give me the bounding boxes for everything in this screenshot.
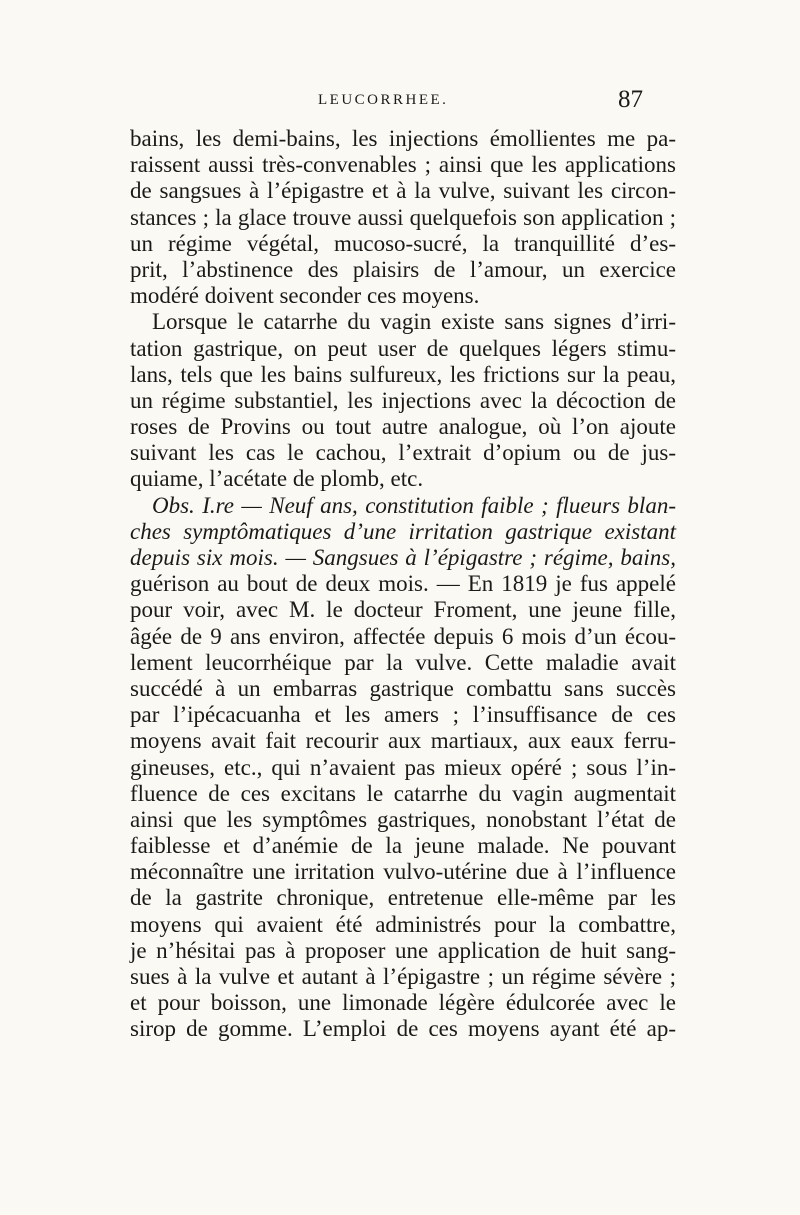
text-line: tation gastrique, on peut user de quelques légers stimu- (130, 335, 676, 361)
text-line: faiblesse et d’anémie de la jeune malade. Ne pouvant (130, 833, 676, 859)
text-line: lement leucorrhéique par la vulve. Cette maladie avait (130, 649, 676, 675)
text-line: prit, l’abstinence des plaisirs de l’amour, un exercice (130, 256, 676, 282)
running-head: LEUCORRHEE. (318, 92, 449, 108)
text-line: ainsi que les symptômes gastriques, nonobstant l’état de (130, 806, 676, 832)
text-line: de la gastrite chronique, entretenue elle-même par les (130, 885, 676, 911)
text-line: succédé à un embarras gastrique combattu sans succès (130, 675, 676, 701)
text-line: sues à la vulve et autant à l’épigastre ; un régime sévère ; (130, 964, 676, 989)
text-line: âgée de 9 ans environ, affectée depuis 6 mois d’un écou- (130, 623, 676, 649)
text-line: roses de Provins ou tout autre analogue, où l’on ajoute (130, 414, 676, 440)
text-line: moyens avait fait recourir aux martiaux, aux eaux ferru- (130, 728, 676, 754)
page-header (0, 86, 800, 126)
text-line: sirop de gomme. L’emploi de ces moyens ayant été ap- (130, 1016, 676, 1042)
text-line: je n’hésitai pas à proposer une application de huit sang- (130, 937, 676, 963)
text-line: lans, tels que les bains sulfureux, les frictions sur la peau, (130, 361, 676, 387)
text-line: Lorsque le catarrhe du vagin existe sans signes d’irri- (152, 309, 676, 335)
text-line: un régime substantiel, les injections avec la décoction de (130, 387, 676, 413)
text-line: de sangsues à l’épigastre et à la vulve, suivant les circon- (130, 178, 676, 204)
text-line: méconnaître une irritation vulvo-utérine due à l’influence (130, 859, 676, 885)
text-line: quiame, l’acétate de plomb, etc. (130, 466, 424, 492)
text-line: suivant les cas le cachou, l’extrait d’opium ou de jus- (130, 440, 676, 466)
text-line: stances ; la glace trouve aussi quelquefois son application ; (130, 204, 676, 230)
text-line: ches symptômatiques d’une irritation gastrique existant (130, 518, 676, 544)
text-line: fluence de ces excitans le catarrhe du vagin augmentait (130, 780, 676, 806)
text-line: modéré doivent seconder ces moyens. (130, 283, 480, 309)
text-line: raissent aussi très-convenables ; ainsi que les applications (130, 152, 676, 178)
text-line: guérison au bout de deux mois. — En 1819 je fus appelé (130, 571, 676, 597)
text-line: un régime végétal, mucoso-sucré, la tranquillité d’es- (130, 230, 676, 256)
page-number: 87 (618, 86, 643, 113)
text-line: moyens qui avaient été administrés pour la combattre, (130, 911, 676, 937)
text-line: par l’ipécacuanha et les amers ; l’insuffisance de ces (130, 702, 676, 728)
body-text (130, 126, 676, 1043)
text-line: depuis six mois. — Sangsues à l’épigastre ; régime, bains, (130, 545, 676, 570)
text-line: gineuses, etc., qui n’avaient pas mieux opéré ; sous l’in- (130, 754, 676, 780)
text-line: Obs. I.re — Neuf ans, constitution faible ; flueurs blan- (152, 492, 676, 518)
text-line: pour voir, avec M. le docteur Froment, une jeune fille, (130, 597, 676, 623)
text-line: bains, les demi-bains, les injections émollientes me pa- (130, 126, 676, 151)
text-line: et pour boisson, une limonade légère édulcorée avec le (130, 990, 676, 1016)
